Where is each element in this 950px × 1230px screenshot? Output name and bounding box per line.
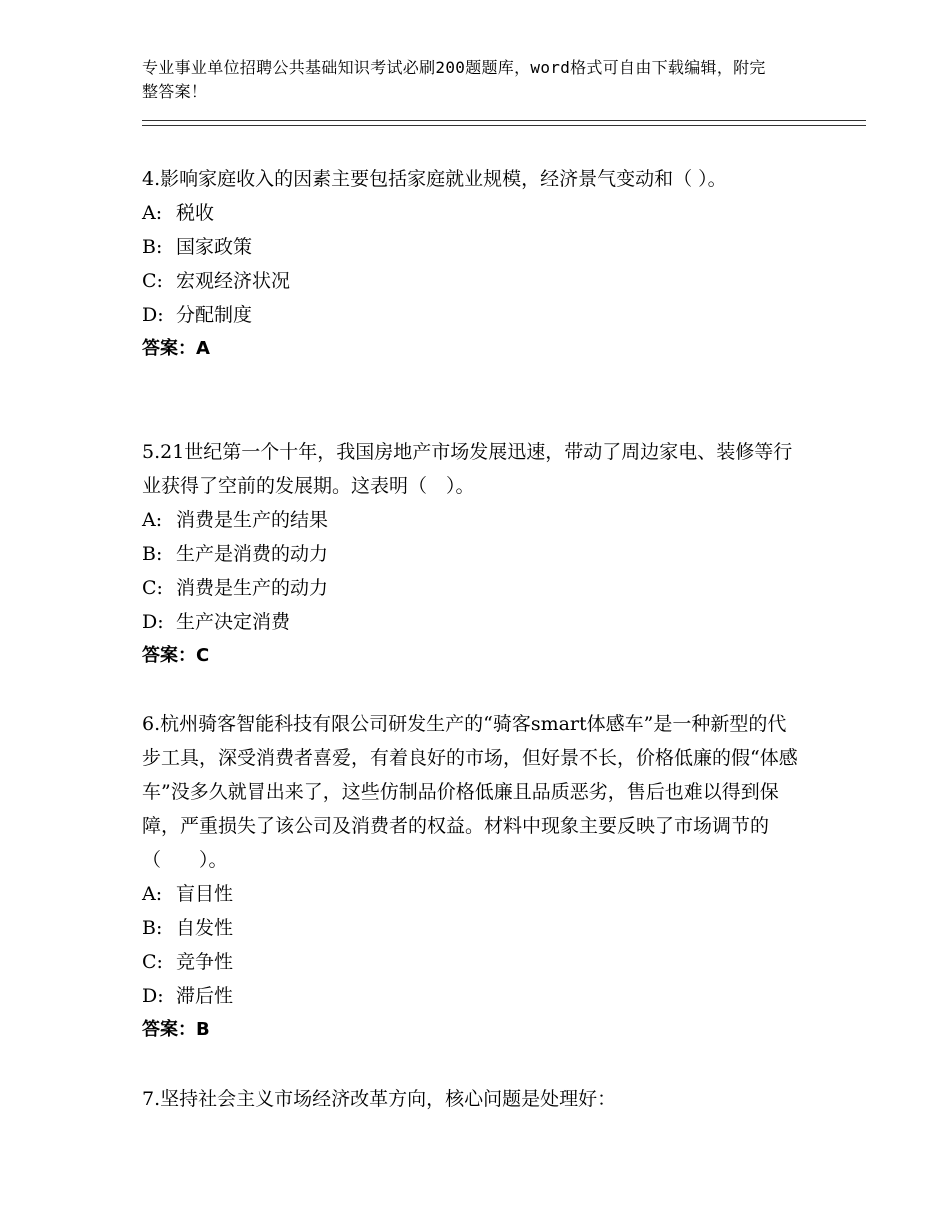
option-letter: B: <box>142 543 163 565</box>
option-text: 国家政策 <box>176 236 253 258</box>
option-b <box>142 911 802 945</box>
option-letter: C: <box>142 951 163 973</box>
answer-line: 答案：C <box>142 645 210 666</box>
option-letter: C: <box>142 577 163 599</box>
option-text: 生产决定消费 <box>176 611 291 633</box>
option-letter: D: <box>142 304 164 326</box>
question-text: 5.21世纪第一个十年，我国房地产市场发展迅速，带动了周边家电、装修等行业获得了空前的发展期。这表明（ ）。 <box>142 441 793 497</box>
option-text: 盲目性 <box>176 883 234 905</box>
option-c <box>142 571 802 605</box>
option-text: 分配制度 <box>176 304 253 326</box>
option-text: 竞争性 <box>176 951 234 973</box>
option-b <box>142 537 802 571</box>
option-text: 自发性 <box>176 917 234 939</box>
option-letter: D: <box>142 985 164 1007</box>
option-letter: A: <box>142 202 163 224</box>
option-c <box>142 264 802 298</box>
option-text: 滞后性 <box>176 985 234 1007</box>
question-5 <box>142 435 802 673</box>
option-text: 生产是消费的动力 <box>176 543 329 565</box>
question-text: 6.杭州骑客智能科技有限公司研发生产的“骑客smart体感车”是一种新型的代步工具，深受消费者喜爱，有着良好的市场，但好景不长，价格低廉的假“体感车”没多久就冒出来了，这些仿制品价格低廉且品质恶劣，售后也难以得到保障，严重损失了该公司及消费者的权益。材料中现象主要反映了市场调节的（ ）。 <box>142 713 798 871</box>
option-b <box>142 230 802 264</box>
option-letter: C: <box>142 270 163 292</box>
option-text: 宏观经济状况 <box>176 270 291 292</box>
page-header <box>142 56 782 104</box>
option-a <box>142 503 802 537</box>
option-letter: A: <box>142 509 163 531</box>
option-d <box>142 298 802 332</box>
answer-line: 答案：B <box>142 1019 210 1040</box>
question-6 <box>142 707 802 1047</box>
question-text: 7.坚持社会主义市场经济改革方向，核心问题是处理好： <box>142 1088 617 1110</box>
question-text: 4.影响家庭收入的因素主要包括家庭就业规模，经济景气变动和（ ）。 <box>142 168 727 190</box>
option-letter: B: <box>142 917 163 939</box>
header-divider <box>142 120 866 126</box>
question-4 <box>142 162 802 366</box>
option-d <box>142 605 802 639</box>
option-text: 消费是生产的结果 <box>176 509 329 531</box>
option-d <box>142 979 802 1013</box>
option-a <box>142 196 802 230</box>
option-a <box>142 877 802 911</box>
option-letter: B: <box>142 236 163 258</box>
option-text: 税收 <box>176 202 215 224</box>
option-text: 消费是生产的动力 <box>176 577 329 599</box>
option-c <box>142 945 802 979</box>
option-letter: D: <box>142 611 164 633</box>
answer-line: 答案：A <box>142 338 210 359</box>
question-7 <box>142 1082 802 1116</box>
option-letter: A: <box>142 883 163 905</box>
header-text: 专业事业单位招聘公共基础知识考试必刷200题题库，word格式可自由下载编辑，附完整答案！ <box>142 58 766 101</box>
